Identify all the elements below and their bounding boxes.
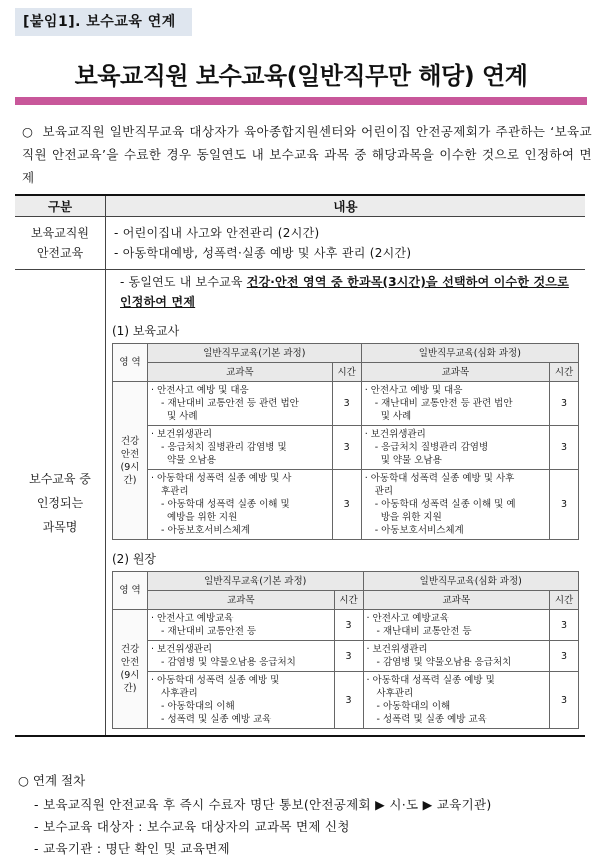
hours-cell: 3: [550, 610, 579, 641]
table-row: [113, 426, 579, 470]
course-line: 및 사례: [380, 411, 412, 422]
director-area-cell: [113, 610, 148, 729]
row1-items: [106, 217, 586, 270]
teacher-head-advanced: 일반직무교육(심화 과정): [361, 344, 578, 363]
area-line: 건강: [120, 435, 140, 447]
procedure-step: - 교육기관 : 명단 확인 및 교육면제: [34, 841, 230, 856]
director-head-hours: 시간: [334, 591, 363, 610]
hours-cell: 3: [332, 426, 361, 470]
course-line: 관리: [374, 486, 394, 497]
course-line: - 재난대비 교통안전 등: [161, 626, 257, 637]
row1-item: - 아동학대예방, 성폭력·실종 예방 및 사후 관리 (2시간): [114, 246, 412, 260]
row1-label-line: 안전교육: [36, 246, 84, 260]
table-row: [113, 672, 579, 729]
course-cell: [363, 672, 550, 729]
course-line: 방을 위한 지원: [380, 512, 442, 523]
course-line: 및 약물 오남용: [380, 455, 442, 466]
teacher-course-table: [112, 343, 579, 540]
course-cell: [361, 426, 549, 470]
exemption-emphasis: 건강·안전 영역 중 한과목(3시간)을 선택하여 이수한 것으로 인정하여 면제: [120, 275, 569, 309]
teacher-area-cell: [113, 382, 148, 540]
course-line: - 아동학대 성폭력 실종 이해 및: [161, 499, 290, 510]
course-cell: [148, 641, 335, 672]
director-head-advanced: 일반직무교육(심화 과정): [363, 572, 579, 591]
course-line: - 아동보호서비스체계: [374, 525, 464, 536]
section-title-teacher: (1) 보육교사: [112, 324, 180, 338]
course-line: 약물 오남용: [167, 455, 216, 466]
course-cell: [148, 672, 335, 729]
main-table: [15, 194, 585, 737]
course-line: · 아동학대 성폭력 실종 예방 및: [151, 675, 280, 686]
course-line: · 아동학대 성폭력 실종 예방 및 사: [151, 473, 292, 484]
course-line: 사후관리: [376, 688, 414, 699]
course-line: · 아동학대 성폭력 실종 예방 및 사후: [364, 473, 515, 484]
area-line: 건강: [120, 644, 140, 655]
row1-item: - 어린이집내 사고와 안전관리 (2시간): [114, 226, 320, 240]
hours-cell: 3: [550, 672, 579, 729]
course-line: · 안전사고 예방교육: [366, 613, 449, 624]
course-line: - 감염병 및 약물오남용 응급처치: [376, 657, 512, 668]
intro-bullet: ○: [22, 124, 34, 139]
exemption-prefix: - 동일연도 내 보수교육: [120, 275, 247, 289]
course-line: 및 사례: [167, 411, 198, 422]
row2-label-line: 인정되는: [36, 495, 84, 510]
director-head-area: 영 역: [113, 572, 148, 610]
course-line: - 아동학대의 이해: [376, 701, 451, 712]
procedure-heading: ○ 연계 절차: [18, 773, 86, 788]
table-row: [113, 641, 579, 672]
course-line: - 아동학대의 이해: [161, 701, 235, 712]
course-line: - 응급처치 질병관리 감염병: [374, 442, 489, 453]
row2-content: [106, 270, 586, 737]
row-recognized-courses: [15, 270, 585, 737]
header-category: 구분: [15, 195, 106, 217]
course-cell: [361, 470, 549, 540]
hours-cell: 3: [550, 382, 579, 426]
area-line: 안전: [120, 448, 140, 460]
exemption-note: [112, 272, 579, 312]
row2-label-line: 과목명: [42, 519, 78, 534]
course-line: - 재난대비 교통안전 등 관련 법안: [374, 398, 513, 409]
course-line: · 안전사고 예방 및 대응: [364, 385, 463, 396]
course-line: · 아동학대 성폭력 실종 예방 및: [366, 675, 495, 686]
row2-label-line: 보수교육 중: [29, 471, 91, 486]
course-line: - 아동보호서비스체계: [161, 525, 251, 536]
course-line: 사후관리: [161, 688, 198, 699]
course-line: · 안전사고 예방교육: [151, 613, 234, 624]
course-line: - 재난대비 교통안전 등: [376, 626, 472, 637]
hours-cell: 3: [332, 382, 361, 426]
director-course-table: [112, 571, 579, 729]
row1-label: [15, 217, 106, 270]
course-cell: [363, 610, 550, 641]
teacher-head-hours: 시간: [550, 363, 579, 382]
teacher-head-hours: 시간: [332, 363, 361, 382]
row1-label-line: 보육교직원: [31, 226, 89, 240]
director-head-basic: 일반직무교육(기본 과정): [148, 572, 364, 591]
teacher-head-course: 교과목: [361, 363, 549, 382]
intro-paragraph: [22, 120, 592, 189]
attachment-tag: [붙임1]. 보수교육 연계: [15, 8, 192, 36]
course-line: 후관리: [161, 486, 189, 497]
course-line: - 응급처치 질병관리 감염병 및: [161, 442, 287, 453]
hours-cell: 3: [550, 641, 579, 672]
area-line: (9시간): [120, 670, 140, 694]
procedure-section: [18, 770, 492, 860]
director-head-course: 교과목: [148, 591, 335, 610]
course-cell: [363, 641, 550, 672]
teacher-head-course: 교과목: [148, 363, 333, 382]
hours-cell: 3: [334, 610, 363, 641]
table-row: [113, 382, 579, 426]
procedure-step: - 보수교육 대상자 : 보수교육 대상자의 교과목 면제 신청: [34, 819, 350, 834]
course-cell: [148, 470, 333, 540]
teacher-head-area: 영 역: [113, 344, 148, 382]
course-line: - 성폭력 및 실종 예방 교육: [376, 714, 487, 725]
course-cell: [148, 382, 333, 426]
course-line: - 재난대비 교통안전 등 관련 법안: [161, 398, 299, 409]
hours-cell: 3: [334, 641, 363, 672]
course-line: · 보건위생관리: [151, 429, 213, 440]
director-head-hours: 시간: [550, 591, 579, 610]
course-line: - 성폭력 및 실종 예방 교육: [161, 714, 272, 725]
course-line: - 감염병 및 약물오남용 응급처치: [161, 657, 296, 668]
hours-cell: 3: [550, 470, 579, 540]
course-line: · 보건위생관리: [364, 429, 426, 440]
course-line: · 안전사고 예방 및 대응: [151, 385, 249, 396]
title-underline: [15, 97, 587, 105]
area-line: 안전: [120, 657, 140, 668]
table-row: [113, 470, 579, 540]
row2-label: [15, 270, 106, 737]
area-line: (9시간): [120, 461, 140, 486]
intro-text: 보육교직원 일반직무교육 대상자가 육아종합지원센터와 어린이집 안전공제회가 주관하는 ‘보육교직원 안전교육’을 수료한 경우 동일연도 내 보수교육 과목 중 해당과목을 이수한 것으로 인정하여 면제: [22, 124, 593, 185]
hours-cell: 3: [332, 470, 361, 540]
hours-cell: 3: [550, 426, 579, 470]
course-line: 예방을 위한 지원: [167, 512, 238, 523]
director-head-course: 교과목: [363, 591, 550, 610]
table-row: [113, 610, 579, 641]
header-content: 내용: [106, 195, 586, 217]
page-title: 보육교직원 보수교육(일반직무만 해당) 연계: [74, 62, 528, 90]
course-cell: [361, 382, 549, 426]
teacher-head-basic: 일반직무교육(기본 과정): [148, 344, 362, 363]
course-cell: [148, 426, 333, 470]
section-title-director: (2) 원장: [112, 552, 156, 566]
hours-cell: 3: [334, 672, 363, 729]
course-line: · 보건위생관리: [151, 644, 213, 655]
course-line: - 아동학대 성폭력 실종 이해 및 예: [374, 499, 516, 510]
row-safety-education: [15, 217, 585, 270]
course-cell: [148, 610, 335, 641]
course-line: · 보건위생관리: [366, 644, 428, 655]
procedure-step: - 보육교직원 안전교육 후 즉시 수료자 명단 통보(안전공제회 ▶ 시·도 ▶ 교육기관): [34, 797, 492, 812]
